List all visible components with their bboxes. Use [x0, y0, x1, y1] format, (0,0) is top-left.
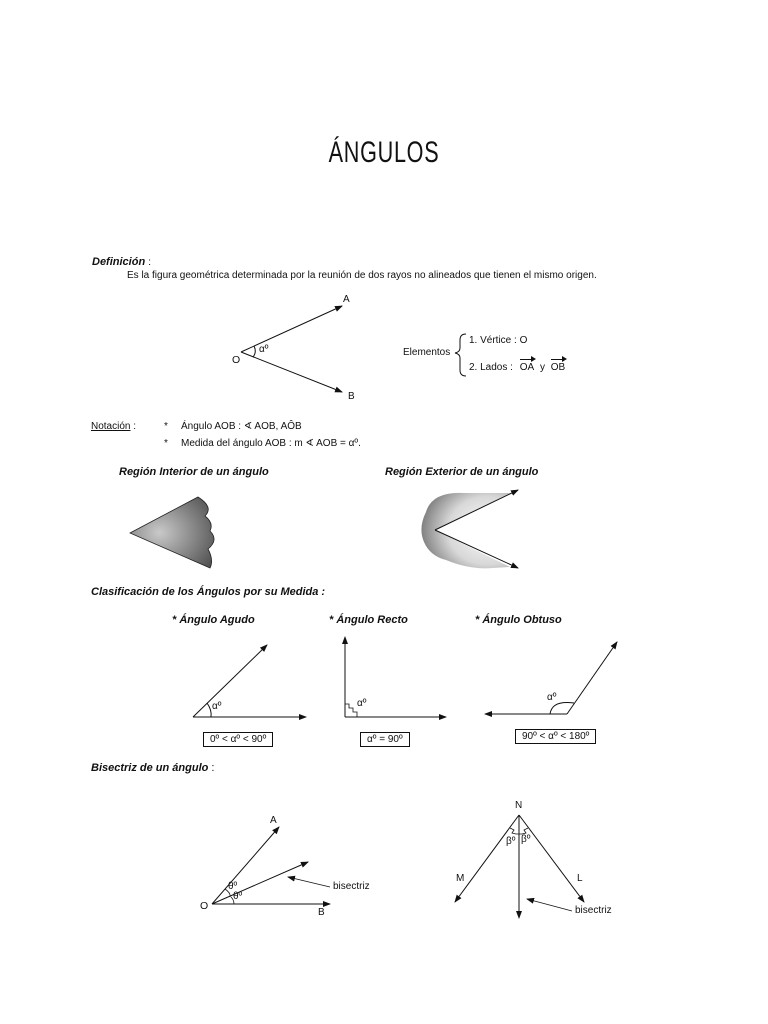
notation-line-1: [181, 421, 302, 432]
angle-aob-diagram: [241, 306, 342, 392]
acute-angle-alpha: αº: [212, 701, 222, 712]
acute-angle-range: 0º < αº < 90º: [203, 732, 273, 747]
elementos-item-vertex: 1. Vértice : O: [469, 335, 528, 346]
exterior-region-shape: [421, 493, 510, 569]
bisector-heading-label: Bisectriz de un ángulo: [91, 762, 209, 774]
obtuse-angle-heading: * Ángulo Obtuso: [475, 614, 562, 626]
exterior-region-heading: Región Exterior de un ángulo: [385, 466, 539, 478]
notation-bullet-1: *: [164, 421, 168, 432]
definition-text: Es la figura geométrica determinada por la reunión de dos rayos no alineados que tienen el mismo origen.: [127, 270, 597, 281]
elementos-item-sides: [469, 362, 565, 373]
interior-region-shape: [130, 497, 214, 568]
bis1-point-a: A: [270, 815, 277, 826]
bis2-bisectriz-label: bisectriz: [575, 905, 612, 916]
bisector-heading: [91, 762, 214, 774]
bis1-point-b: B: [318, 907, 325, 918]
sides-prefix: 2. Lados :: [469, 362, 513, 373]
point-a-label: A: [343, 294, 350, 305]
obtuse-angle-diagram: [485, 642, 617, 714]
bis1-bisectriz-label: bisectriz: [333, 881, 370, 892]
right-angle-heading: * Ángulo Recto: [329, 614, 408, 626]
bisector-diagram-left: [212, 827, 330, 904]
vertex-o-label: O: [232, 354, 241, 366]
bis2-beta-right: βº: [521, 834, 531, 845]
angle-alpha-label: αº: [259, 344, 269, 355]
bis2-beta-left: βº: [506, 836, 516, 847]
point-b-label: B: [348, 391, 355, 402]
notation-line-1c: AÔB: [280, 421, 302, 432]
bisector-diagram-right: [455, 815, 584, 918]
elementos-label: Elementos: [403, 347, 451, 358]
classification-heading: Clasificación de los Ángulos por su Medida :: [91, 586, 326, 598]
bis1-theta-upper: θº: [228, 881, 238, 892]
notation-line-1a: Ángulo AOB :: [181, 421, 242, 432]
notation-line-1b: ∢ AOB,: [243, 421, 279, 432]
bisector-heading-colon: :: [211, 762, 215, 774]
notation-bullet-2: *: [164, 438, 168, 449]
notation-label: Notación: [91, 421, 131, 432]
bis2-point-n: N: [515, 800, 523, 811]
obtuse-angle-alpha: αº: [547, 692, 557, 703]
definition-colon: :: [148, 256, 152, 268]
bis1-theta-lower: θº: [233, 891, 243, 902]
page-title: ÁNGULOS: [328, 136, 440, 169]
ray-oa: OA: [519, 362, 535, 373]
right-angle-alpha: αº: [357, 698, 367, 709]
bis2-point-l: L: [577, 873, 583, 884]
sides-y: y: [539, 362, 545, 373]
obtuse-angle-range: 90º < αº < 180º: [515, 729, 596, 744]
ray-ob: OB: [550, 362, 566, 373]
notation-colon: :: [133, 421, 137, 432]
acute-angle-heading: * Ángulo Agudo: [172, 614, 255, 626]
notation-heading: [91, 421, 136, 432]
right-angle-range: αº = 90º: [360, 732, 410, 747]
interior-region-heading: Región Interior de un ángulo: [119, 466, 269, 478]
notation-line-2: Medida del ángulo AOB : m ∢ AOB = αº.: [181, 438, 361, 449]
bis2-point-m: M: [456, 873, 465, 884]
acute-angle-diagram: [193, 645, 306, 717]
elementos-brace: [455, 334, 466, 376]
definition-label: Definición: [92, 256, 146, 268]
bis1-vertex-o: O: [200, 900, 209, 912]
